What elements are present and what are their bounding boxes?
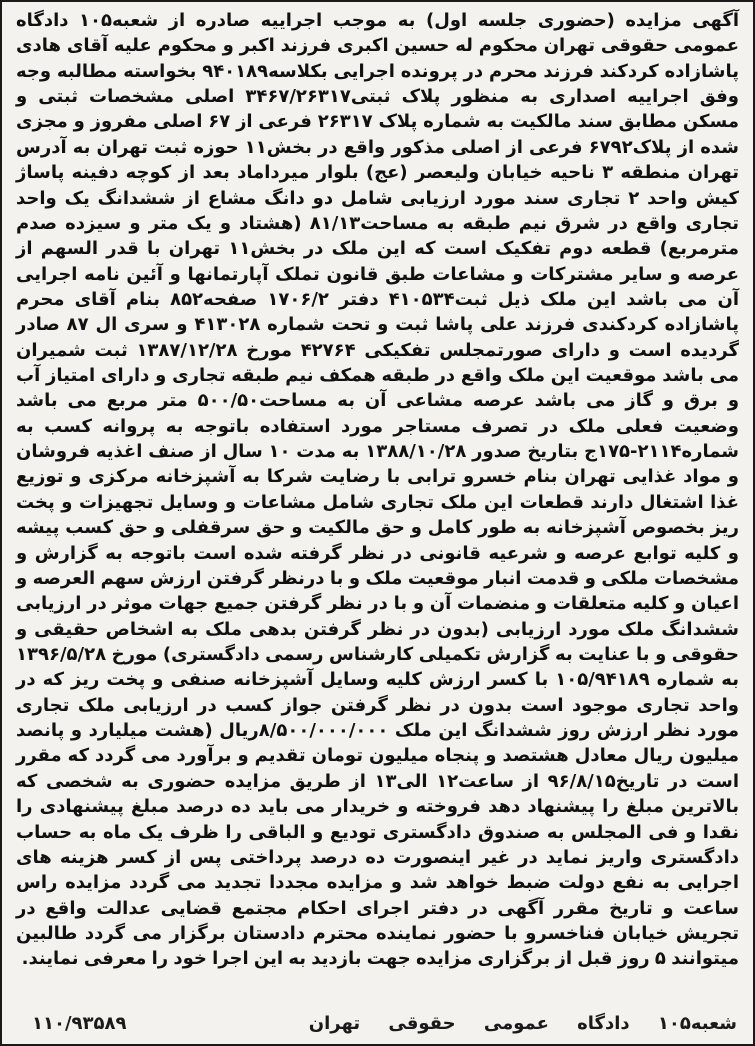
court-signature: شعبه۱۰۵ دادگاه عمومی حقوقی تهران	[308, 1012, 737, 1034]
notice-code: ۱۱۰/۹۳۵۸۹	[32, 1012, 127, 1034]
notice-body-text: آگهی مزایده (حضوری جلسه اول) به موجب اجراییه صادره از شعبه۱۰۵ دادگاه عمومی حقوقی تهران محکوم له حسین اکبری فرزند اکبر و محکوم علیه آقای هادی پاشازاده کردکند فرزند محرم در پرونده اجرایی بکلاسه۹۴۰۱۸۹ بخواسته مطالبه وجه وفق اجراییه اصداری به منظور پلاک ثبتی۳۴۶۷/۲۶۳۱۷ اصلی مشخصات ثبتی و مسکن مطابق سند مالکیت به شماره پلاک ۲۶۳۱۷ فرعی از ۶۷ اصلی مفروز و مجزی شده از پلاک۶۷۹۲ فرعی از اصلی مذکور واقع در بخش۱۱ حوزه ثبت تهران به آدرس تهران منطقه ۳ ناحیه خیابان ولیعصر (عج) بلوار میرداماد بعد از کوچه دفینه پاساژ کیش واحد ۲ تجاری سند مورد ارزیابی شامل دو دانگ مشاع از ششدانگ یک واحد تجاری واقع در شرق نیم طبقه به مساحت۸۱/۱۳ (هشتاد و یک متر و سیزده صدم مترمربع) قطعه دوم تفکیک است که این ملک در بخش۱۱ تهران با قدر السهم از عرصه و سایر مشترکات و مشاعات طبق قانون تملک آپارتمانها و آئین نامه اجرایی آن می باشد این ملک ذیل ثبت۴۱۰۵۳۴ دفتر ۱۷۰۶/۲ صفحه۸۵۲ بنام آقای محرم پاشازاده کردکندی فرزند علی پاشا ثبت و تحت شماره ۴۱۳۰۲۸ و سری ال ۸۷ صادر گردیده است و دارای صورتمجلس تفکیکی ۴۲۷۶۴ مورخ ۱۳۸۷/۱۲/۲۸ ثبت شمیران می باشد موقعیت این ملک واقع در طبقه همکف نیم طبقه تجاری و دارای امتیاز آب و برق و گاز می باشد عرصه مشاعی آن به مساحت۵۰۰/۵۰ متر مربع می باشد وضعیت فعلی ملک در تصرف مستاجر مورد استفاده باتوجه به پروانه کسب به شماره۲۱۱۴-۱۷۵ج بتاریخ صدور ۱۳۸۸/۱۰/۲۸ به مدت ۱۰ سال از صنف اغذیه فروشان و مواد غذایی تهران بنام خسرو ترابی با رضایت شرکا به آشپزخانه مرکزی و توزیع غذا اشتغال دارند قطعات این ملک تجاری شامل مشاعات و وسایل تجهیزات و پخت ریز بخصوص آشپزخانه به طور کامل و حق مالکیت و حق سرقفلی و حق کسب پیشه و کلیه توابع عرصه و شرعیه قانونی در نظر گرفته شده است باتوجه به گزارش و مشخصات ملکی و قدمت انبار موقعیت ملک و با درنظر گرفتن ارزش سهم العرصه و اعیان و کلیه متعلقات و منضمات آن و با در نظر گرفتن جمیع جهات موثر در ارزیابی ششدانگ ملک مورد ارزیابی (بدون در نظر گرفتن بدهی ملک به اشخاص حقیقی و حقوقی و با عنایت به گزارش تکمیلی کارشناس رسمی دادگستری) مورخ ۱۳۹۶/۵/۲۸ به شماره ۱۰۵/۹۴۱۸۹ با کسر ارزش کلیه وسایل آشپزخانه صنفی و پخت ریز که در واحد تجاری موجود است بدون در نظر گرفتن جواز کسب در ارزیابی ملک تجاری مورد نظر ارزش روز ششدانگ این ملک ۸/۵۰۰/۰۰۰/۰۰۰ریال (هشت میلیارد و پانصد میلیون ریال معادل هشتصد و پنجاه میلیون تومان تقدیم و برآورد می گردد که مقرر است در تاریخ۹۶/۸/۱۵ از ساعت۱۲ الی۱۳ از طریق مزایده حضوری به شخصی که بالاترین مبلغ را پیشنهاد دهد فروخته و خریدار می باید ده درصد مبلغ پیشنهادی را نقدا و فی المجلس به صندوق دادگستری تودیع و الباقی را ظرف یک ماه به حساب دادگستری واریز نماید در غیر اینصورت ده درصد پرداختی پس از کسر هزینه های اجرایی به نفع دولت ضبط خواهد شد و مزایده مجددا تجدید می گردد مزایده راس ساعت و تاریخ مقرر آگهی در دفتر اجرای احکام مجتمع قضایی عدالت واقع در تجریش خیابان فناخسرو با حضور نماینده محترم دادستان برگزار می گردد طالبین میتوانند ۵ روز قبل از برگزاری مزایده جهت بازدید به این اجرا خود را معرفی نمایند.	[16, 10, 740, 970]
notice-footer	[32, 1008, 737, 1038]
